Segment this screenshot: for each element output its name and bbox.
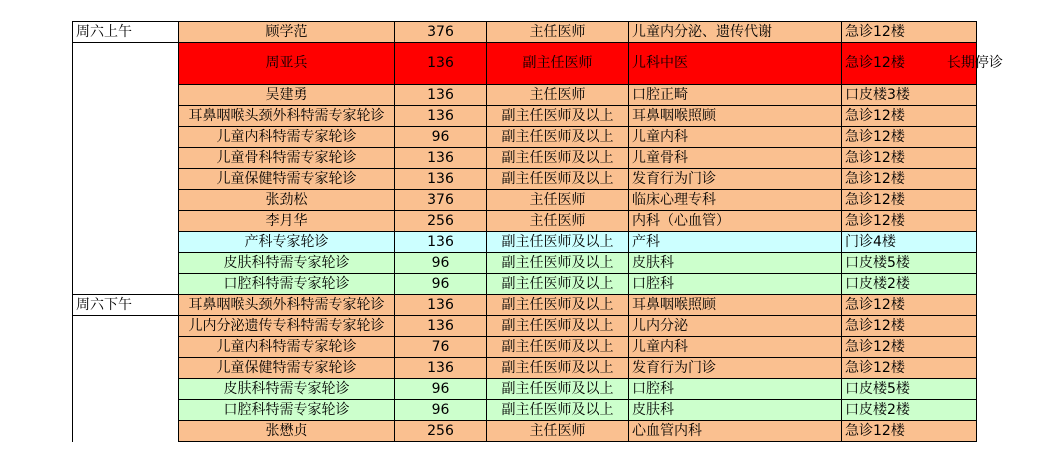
fee-cell: 136 bbox=[395, 295, 487, 316]
table-row bbox=[73, 43, 977, 85]
clinic-name-cell: 张懋贞 bbox=[179, 421, 395, 442]
clinic-name-cell: 儿童保健特需专家轮诊 bbox=[179, 358, 395, 379]
location-cell: 急诊12楼 bbox=[842, 148, 977, 169]
clinic-name-cell: 吴建勇 bbox=[179, 85, 395, 106]
specialty-cell: 发育行为门诊 bbox=[629, 169, 842, 190]
specialty-cell: 心血管内科 bbox=[629, 421, 842, 442]
clinic-name-cell: 张劲松 bbox=[179, 190, 395, 211]
doctor-title-cell: 主任医师 bbox=[487, 190, 629, 211]
table-row bbox=[73, 379, 977, 400]
day-cell bbox=[73, 127, 179, 148]
location-cell: 口皮楼5楼 bbox=[842, 253, 977, 274]
specialty-cell: 耳鼻咽喉照顾 bbox=[629, 295, 842, 316]
table-row bbox=[73, 295, 977, 316]
location-cell: 急诊12楼 bbox=[842, 22, 977, 43]
fee-cell: 136 bbox=[395, 358, 487, 379]
day-cell bbox=[73, 358, 179, 379]
fee-cell: 76 bbox=[395, 337, 487, 358]
location-cell: 急诊12楼 bbox=[842, 211, 977, 232]
clinic-name-cell: 儿童内科特需专家轮诊 bbox=[179, 127, 395, 148]
location-cell: 门诊4楼 bbox=[842, 232, 977, 253]
clinic-name-cell: 口腔科特需专家轮诊 bbox=[179, 274, 395, 295]
table-row bbox=[73, 85, 977, 106]
location-cell: 口皮楼5楼 bbox=[842, 379, 977, 400]
fee-cell: 376 bbox=[395, 190, 487, 211]
location-cell: 口皮楼2楼 bbox=[842, 274, 977, 295]
location-cell: 急诊12楼 bbox=[842, 421, 977, 442]
location-cell: 急诊12楼 bbox=[842, 337, 977, 358]
day-cell bbox=[73, 148, 179, 169]
day-cell bbox=[73, 106, 179, 127]
day-cell bbox=[73, 232, 179, 253]
clinic-name-cell: 儿童内科特需专家轮诊 bbox=[179, 337, 395, 358]
doctor-title-cell: 副主任医师及以上 bbox=[487, 253, 629, 274]
location-cell: 口皮楼2楼 bbox=[842, 400, 977, 421]
day-cell bbox=[73, 253, 179, 274]
clinic-name-cell: 顾学范 bbox=[179, 22, 395, 43]
doctor-title-cell: 主任医师 bbox=[487, 22, 629, 43]
fee-cell: 136 bbox=[395, 169, 487, 190]
table-row bbox=[73, 358, 977, 379]
specialty-cell: 皮肤科 bbox=[629, 400, 842, 421]
schedule-table bbox=[72, 21, 1003, 442]
schedule-body bbox=[73, 22, 1003, 442]
table-row bbox=[73, 232, 977, 253]
doctor-title-cell: 主任医师 bbox=[487, 85, 629, 106]
fee-cell: 136 bbox=[395, 316, 487, 337]
doctor-title-cell: 副主任医师及以上 bbox=[487, 274, 629, 295]
clinic-name-cell: 皮肤科特需专家轮诊 bbox=[179, 379, 395, 400]
specialty-cell: 口腔科 bbox=[629, 274, 842, 295]
location-cell: 急诊12楼 bbox=[842, 169, 977, 190]
fee-cell: 136 bbox=[395, 43, 487, 85]
location-cell: 急诊12楼 长期停诊 bbox=[842, 43, 977, 85]
specialty-cell: 产科 bbox=[629, 232, 842, 253]
table-row bbox=[73, 169, 977, 190]
table-row bbox=[73, 190, 977, 211]
fee-cell: 96 bbox=[395, 379, 487, 400]
day-cell bbox=[73, 43, 179, 85]
day-cell bbox=[73, 379, 179, 400]
fee-cell: 256 bbox=[395, 421, 487, 442]
fee-cell: 96 bbox=[395, 253, 487, 274]
specialty-cell: 儿童内分泌、遗传代谢 bbox=[629, 22, 842, 43]
day-cell bbox=[73, 211, 179, 232]
doctor-title-cell: 主任医师 bbox=[487, 211, 629, 232]
day-cell bbox=[73, 274, 179, 295]
table-row bbox=[73, 22, 977, 43]
doctor-title-cell: 副主任医师及以上 bbox=[487, 358, 629, 379]
day-cell bbox=[73, 169, 179, 190]
specialty-cell: 耳鼻咽喉照顾 bbox=[629, 106, 842, 127]
table-row bbox=[73, 253, 977, 274]
fee-cell: 256 bbox=[395, 211, 487, 232]
day-cell bbox=[73, 421, 179, 442]
specialty-cell: 临床心理专科 bbox=[629, 190, 842, 211]
day-cell bbox=[73, 190, 179, 211]
location-cell: 急诊12楼 bbox=[842, 295, 977, 316]
specialty-cell: 儿内分泌 bbox=[629, 316, 842, 337]
doctor-title-cell: 副主任医师及以上 bbox=[487, 169, 629, 190]
doctor-title-cell: 副主任医师及以上 bbox=[487, 379, 629, 400]
doctor-title-cell: 主任医师 bbox=[487, 421, 629, 442]
location-cell: 急诊12楼 bbox=[842, 316, 977, 337]
table-row bbox=[73, 316, 977, 337]
doctor-title-cell: 副主任医师及以上 bbox=[487, 232, 629, 253]
clinic-name-cell: 儿内分泌遗传专科特需专家轮诊 bbox=[179, 316, 395, 337]
clinic-name-cell: 儿童骨科特需专家轮诊 bbox=[179, 148, 395, 169]
day-cell: 周六上午 bbox=[73, 22, 179, 43]
specialty-cell: 内科（心血管） bbox=[629, 211, 842, 232]
fee-cell: 136 bbox=[395, 148, 487, 169]
clinic-name-cell: 李月华 bbox=[179, 211, 395, 232]
clinic-name-cell: 口腔科特需专家轮诊 bbox=[179, 400, 395, 421]
table-row bbox=[73, 127, 977, 148]
specialty-cell: 儿童骨科 bbox=[629, 148, 842, 169]
specialty-cell: 儿童内科 bbox=[629, 127, 842, 148]
table-row bbox=[73, 337, 977, 358]
day-cell bbox=[73, 85, 179, 106]
table-row bbox=[73, 148, 977, 169]
location-cell: 急诊12楼 bbox=[842, 190, 977, 211]
clinic-name-cell: 儿童保健特需专家轮诊 bbox=[179, 169, 395, 190]
table-row bbox=[73, 400, 977, 421]
specialty-cell: 儿科中医 bbox=[629, 43, 842, 85]
location-cell: 口皮楼3楼 bbox=[842, 85, 977, 106]
doctor-title-cell: 副主任医师 bbox=[487, 43, 629, 85]
table-row bbox=[73, 211, 977, 232]
fee-cell: 96 bbox=[395, 127, 487, 148]
clinic-name-cell: 耳鼻咽喉头颈外科特需专家轮诊 bbox=[179, 295, 395, 316]
doctor-title-cell: 副主任医师及以上 bbox=[487, 127, 629, 148]
doctor-title-cell: 副主任医师及以上 bbox=[487, 337, 629, 358]
doctor-title-cell: 副主任医师及以上 bbox=[487, 106, 629, 127]
specialty-cell: 口腔科 bbox=[629, 379, 842, 400]
table-row bbox=[73, 274, 977, 295]
table-row bbox=[73, 106, 977, 127]
day-cell bbox=[73, 337, 179, 358]
fee-cell: 136 bbox=[395, 106, 487, 127]
fee-cell: 376 bbox=[395, 22, 487, 43]
fee-cell: 96 bbox=[395, 274, 487, 295]
fee-cell: 136 bbox=[395, 85, 487, 106]
day-cell: 周六下午 bbox=[73, 295, 179, 316]
location-cell: 急诊12楼 bbox=[842, 358, 977, 379]
doctor-title-cell: 副主任医师及以上 bbox=[487, 295, 629, 316]
specialty-cell: 儿童内科 bbox=[629, 337, 842, 358]
location-cell: 急诊12楼 bbox=[842, 127, 977, 148]
fee-cell: 136 bbox=[395, 232, 487, 253]
clinic-name-cell: 产科专家轮诊 bbox=[179, 232, 395, 253]
clinic-name-cell: 耳鼻咽喉头颈外科特需专家轮诊 bbox=[179, 106, 395, 127]
clinic-name-cell: 皮肤科特需专家轮诊 bbox=[179, 253, 395, 274]
doctor-title-cell: 副主任医师及以上 bbox=[487, 316, 629, 337]
specialty-cell: 发育行为门诊 bbox=[629, 358, 842, 379]
fee-cell: 96 bbox=[395, 400, 487, 421]
doctor-title-cell: 副主任医师及以上 bbox=[487, 400, 629, 421]
location-cell: 急诊12楼 bbox=[842, 106, 977, 127]
day-cell bbox=[73, 400, 179, 421]
specialty-cell: 口腔正畸 bbox=[629, 85, 842, 106]
day-cell bbox=[73, 316, 179, 337]
specialty-cell: 皮肤科 bbox=[629, 253, 842, 274]
doctor-title-cell: 副主任医师及以上 bbox=[487, 148, 629, 169]
table-row bbox=[73, 421, 977, 442]
clinic-name-cell: 周亚兵 bbox=[179, 43, 395, 85]
